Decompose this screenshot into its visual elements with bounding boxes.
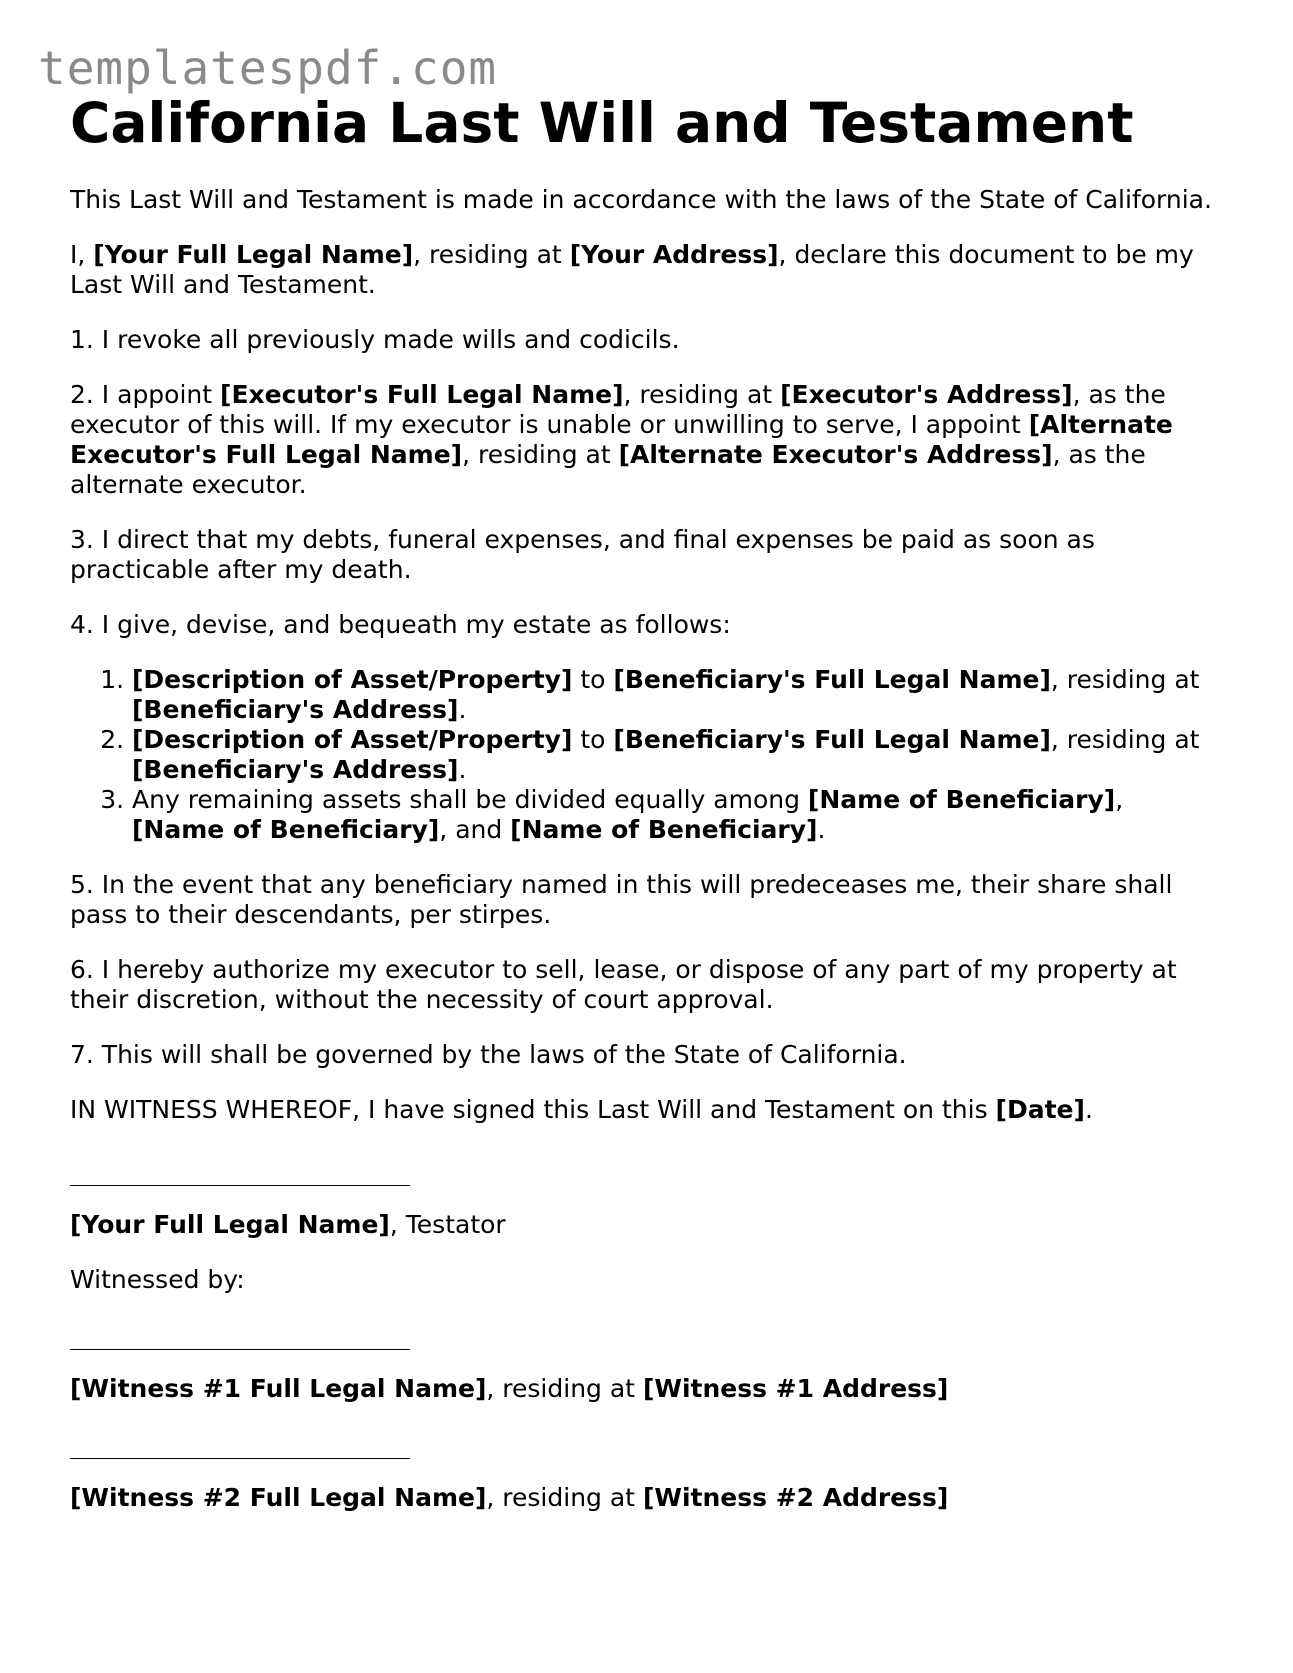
list-item: 2. [Description of Asset/Property] to [Beneficiary's Full Legal Name], residing at [Beneficiary's Address].: [132, 725, 1220, 785]
alternate-executor-name-placeholder: [Alternate Executor's Full Legal Name]: [70, 410, 1173, 469]
list-item: 3. Any remaining assets shall be divided equally among [Name of Beneficiary], [Name of Beneficiary], and [Name of Beneficiary].: [132, 785, 1220, 845]
witness-clause: IN WITNESS WHEREOF, I have signed this Last Will and Testament on this [Date].: [70, 1095, 1093, 1124]
clause-2: 2. I appoint [Executor's Full Legal Name], residing at [Executor's Address], as the executor of this will. If my executor is unable or unwilling to serve, I appoint [Alternate Executor's Full Legal Name], residing at [Alternate Executor's Address], as the alternate executor.: [70, 380, 1173, 499]
witnessed-by-label: Witnessed by:: [70, 1265, 245, 1294]
list-item: 1. [Description of Asset/Property] to [Beneficiary's Full Legal Name], residing at [Beneficiary's Address].: [132, 665, 1220, 725]
clause-1: 1. I revoke all previously made wills and codicils.: [70, 325, 680, 354]
clause-6: 6. I hereby authorize my executor to sell, lease, or dispose of any part of my property at their discretion, without the necessity of court approval.: [70, 955, 1177, 1014]
date-placeholder: [Date]: [995, 1095, 1085, 1124]
testator-signature-caption: [Your Full Legal Name], Testator: [70, 1210, 506, 1239]
executor-address-placeholder: [Executor's Address]: [780, 380, 1073, 409]
will-body: [70, 185, 1220, 1538]
witness-1-caption: [Witness #1 Full Legal Name], residing at [Witness #1 Address]: [70, 1374, 949, 1403]
alternate-executor-address-placeholder: [Alternate Executor's Address]: [618, 440, 1053, 469]
clause-5: 5. In the event that any beneficiary named in this will predeceases me, their share shall pass to their descendants, per stirpes.: [70, 870, 1173, 929]
clause-3: 3. I direct that my debts, funeral expenses, and final expenses be paid as soon as practicable after my death.: [70, 525, 1095, 584]
testator-signature-line[interactable]: [70, 1161, 410, 1186]
witness-2-caption: [Witness #2 Full Legal Name], residing at [Witness #2 Address]: [70, 1483, 949, 1512]
witness-1-signature-line[interactable]: [70, 1325, 410, 1350]
testator-name-placeholder: [Your Full Legal Name]: [93, 240, 414, 269]
clause-4: 4. I give, devise, and bequeath my estate as follows:: [70, 610, 731, 639]
bequest-list: [70, 665, 1220, 845]
site-watermark: templatespdf.com: [38, 41, 498, 95]
witness-2-signature-line[interactable]: [70, 1434, 410, 1459]
declaration-paragraph: I, [Your Full Legal Name], residing at [Your Address], declare this document to be my Last Will and Testament.: [70, 240, 1194, 299]
executor-name-placeholder: [Executor's Full Legal Name]: [220, 380, 624, 409]
testator-address-placeholder: [Your Address]: [569, 240, 779, 269]
clause-7: 7. This will shall be governed by the laws of the State of California.: [70, 1040, 907, 1069]
page-title: California Last Will and Testament: [70, 91, 1134, 155]
intro-paragraph: This Last Will and Testament is made in accordance with the laws of the State of California.: [70, 185, 1212, 214]
